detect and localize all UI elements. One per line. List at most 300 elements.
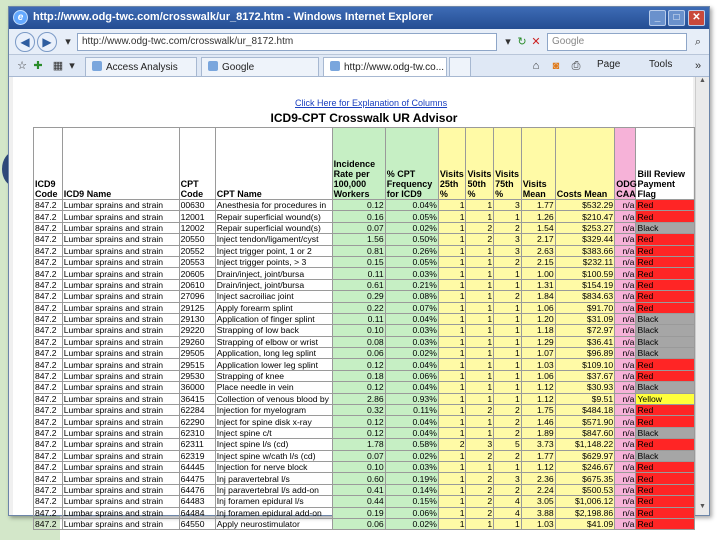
cell-visits-mean: 2.17 — [521, 234, 555, 245]
cell-costs-mean: $232.11 — [555, 256, 615, 267]
cell-visits-25th: 1 — [438, 496, 466, 507]
cell-cpt-code: 29505 — [179, 348, 215, 359]
cell-incidence-rate: 0.12 — [332, 359, 385, 370]
cell-payment-flag: Red — [636, 405, 695, 416]
favorites-star-icon[interactable]: ☆ — [17, 60, 27, 72]
cell-icd9-code: 847.2 — [34, 450, 63, 461]
cell-icd9-code: 847.2 — [34, 518, 63, 529]
cell-cpt-frequency: 0.05% — [385, 211, 438, 222]
cell-visits-25th: 1 — [438, 313, 466, 324]
cell-incidence-rate: 0.18 — [332, 370, 385, 381]
cell-cpt-code: 29125 — [179, 302, 215, 313]
table-row — [34, 268, 695, 279]
cell-odg-caa: n/a — [615, 348, 636, 359]
cell-visits-75th: 5 — [494, 439, 522, 450]
cell-icd9-code: 847.2 — [34, 496, 63, 507]
stop-icon[interactable]: ✕ — [531, 36, 541, 48]
cell-cpt-name: Inject for spine disk x-ray — [215, 416, 332, 427]
cell-visits-50th: 2 — [466, 405, 494, 416]
cell-costs-mean: $31.09 — [555, 313, 615, 324]
cell-visits-25th: 1 — [438, 382, 466, 393]
cell-incidence-rate: 0.06 — [332, 518, 385, 529]
maximize-button[interactable]: □ — [668, 10, 685, 26]
address-field[interactable]: http://www.odg-twc.com/crosswalk/ur_8172.htm — [77, 33, 497, 51]
table-row — [34, 222, 695, 233]
cell-cpt-name: Application lower leg splint — [215, 359, 332, 370]
table-row — [34, 484, 695, 495]
cell-costs-mean: $383.66 — [555, 245, 615, 256]
cell-icd9-code: 847.2 — [34, 393, 63, 404]
cell-cpt-code: 62290 — [179, 416, 215, 427]
cell-icd9-name: Lumbar sprains and strain — [62, 245, 179, 256]
close-button[interactable]: ✕ — [688, 10, 705, 26]
cell-visits-75th: 1 — [494, 518, 522, 529]
cell-visits-50th: 2 — [466, 496, 494, 507]
cell-costs-mean: $37.67 — [555, 370, 615, 381]
cell-visits-mean: 1.12 — [521, 393, 555, 404]
new-tab-button[interactable] — [449, 57, 471, 76]
cell-icd9-name: Lumbar sprains and strain — [62, 200, 179, 211]
cell-icd9-name: Lumbar sprains and strain — [62, 518, 179, 529]
cell-cpt-code: 36000 — [179, 382, 215, 393]
table-row — [34, 211, 695, 222]
cell-cpt-frequency: 0.04% — [385, 200, 438, 211]
cell-cpt-name: Inject spine c/t — [215, 427, 332, 438]
tab-odg-crosswalk[interactable] — [323, 57, 447, 76]
cell-visits-mean: 1.89 — [521, 427, 555, 438]
cell-odg-caa: n/a — [615, 256, 636, 267]
cell-icd9-name: Lumbar sprains and strain — [62, 348, 179, 359]
feeds-icon[interactable]: ◙ — [552, 60, 560, 72]
crosswalk-table — [33, 127, 695, 530]
search-input[interactable]: Google — [547, 33, 687, 51]
tab-access-analysis[interactable] — [85, 57, 197, 76]
cell-cpt-frequency: 0.11% — [385, 405, 438, 416]
table-row — [34, 370, 695, 381]
column-header-cpt-name: CPT Name — [215, 128, 332, 200]
cell-odg-caa: n/a — [615, 416, 636, 427]
cell-costs-mean: $30.93 — [555, 382, 615, 393]
cell-icd9-code: 847.2 — [34, 348, 63, 359]
cell-costs-mean: $109.10 — [555, 359, 615, 370]
cell-icd9-code: 847.2 — [34, 359, 63, 370]
cell-cpt-frequency: 0.93% — [385, 393, 438, 404]
cell-cpt-name: Inject tendon/ligament/cyst — [215, 234, 332, 245]
cell-cpt-frequency: 0.02% — [385, 518, 438, 529]
cell-cpt-name: Repair superficial wound(s) — [215, 211, 332, 222]
cell-cpt-name: Anesthesia for procedures in — [215, 200, 332, 211]
cell-visits-mean: 1.77 — [521, 200, 555, 211]
cell-visits-50th: 2 — [466, 507, 494, 518]
cell-payment-flag: Black — [636, 313, 695, 324]
cell-icd9-name: Lumbar sprains and strain — [62, 291, 179, 302]
ie-logo-icon: e — [13, 10, 28, 25]
cell-cpt-code: 29530 — [179, 370, 215, 381]
cell-visits-50th: 1 — [466, 461, 494, 472]
table-row — [34, 405, 695, 416]
cell-cpt-name: Repair superficial wound(s) — [215, 222, 332, 233]
cell-cpt-frequency: 0.08% — [385, 291, 438, 302]
cell-visits-50th: 1 — [466, 313, 494, 324]
cell-visits-75th: 1 — [494, 370, 522, 381]
cell-odg-caa: n/a — [615, 461, 636, 472]
cell-visits-25th: 1 — [438, 370, 466, 381]
tab-label: Google — [222, 62, 255, 73]
cell-icd9-code: 847.2 — [34, 302, 63, 313]
table-row — [34, 507, 695, 518]
cell-icd9-name: Lumbar sprains and strain — [62, 256, 179, 267]
table-row — [34, 348, 695, 359]
cell-icd9-code: 847.2 — [34, 268, 63, 279]
cell-cpt-name: Inject sacroiliac joint — [215, 291, 332, 302]
cell-cpt-code: 29515 — [179, 359, 215, 370]
cell-cpt-code: 64550 — [179, 518, 215, 529]
column-explanation-link[interactable]: Click Here for Explanation of Columns — [295, 98, 448, 108]
cell-visits-mean: 3.88 — [521, 507, 555, 518]
cell-icd9-name: Lumbar sprains and strain — [62, 268, 179, 279]
cell-odg-caa: n/a — [615, 370, 636, 381]
cell-incidence-rate: 0.60 — [332, 473, 385, 484]
cell-visits-50th: 1 — [466, 336, 494, 347]
scroll-up-icon[interactable]: ▲ — [699, 77, 706, 84]
cell-cpt-code: 20550 — [179, 234, 215, 245]
cell-icd9-name: Lumbar sprains and strain — [62, 427, 179, 438]
cell-visits-25th: 1 — [438, 268, 466, 279]
cell-visits-75th: 2 — [494, 222, 522, 233]
cell-incidence-rate: 2.86 — [332, 393, 385, 404]
cell-visits-75th: 2 — [494, 291, 522, 302]
table-row — [34, 450, 695, 461]
cell-costs-mean: $9.51 — [555, 393, 615, 404]
cell-payment-flag: Red — [636, 370, 695, 381]
forward-button[interactable]: ▶ — [37, 32, 57, 52]
cell-icd9-name: Lumbar sprains and strain — [62, 393, 179, 404]
cell-visits-25th: 1 — [438, 450, 466, 461]
cell-payment-flag: Red — [636, 496, 695, 507]
cell-payment-flag: Red — [636, 461, 695, 472]
scroll-down-icon[interactable]: ▼ — [699, 503, 706, 510]
cell-cpt-code: 00630 — [179, 200, 215, 211]
cell-visits-mean: 1.54 — [521, 222, 555, 233]
cell-visits-75th: 3 — [494, 473, 522, 484]
cell-cpt-frequency: 0.21% — [385, 279, 438, 290]
cell-visits-50th: 1 — [466, 382, 494, 393]
cell-icd9-code: 847.2 — [34, 507, 63, 518]
cell-visits-75th: 1 — [494, 461, 522, 472]
cell-visits-mean: 2.36 — [521, 473, 555, 484]
cell-icd9-code: 847.2 — [34, 461, 63, 472]
cell-icd9-name: Lumbar sprains and strain — [62, 405, 179, 416]
cell-visits-50th: 1 — [466, 518, 494, 529]
cell-cpt-code: 64445 — [179, 461, 215, 472]
cell-icd9-code: 847.2 — [34, 325, 63, 336]
cell-icd9-name: Lumbar sprains and strain — [62, 359, 179, 370]
cell-visits-50th: 2 — [466, 484, 494, 495]
cell-visits-25th: 1 — [438, 279, 466, 290]
cell-incidence-rate: 0.32 — [332, 405, 385, 416]
cell-costs-mean: $96.89 — [555, 348, 615, 359]
cell-cpt-frequency: 0.03% — [385, 461, 438, 472]
cell-visits-mean: 2.63 — [521, 245, 555, 256]
table-row — [34, 291, 695, 302]
cell-visits-50th: 3 — [466, 439, 494, 450]
cell-visits-mean: 3.73 — [521, 439, 555, 450]
cell-cpt-frequency: 0.04% — [385, 359, 438, 370]
cell-icd9-code: 847.2 — [34, 291, 63, 302]
cell-icd9-code: 847.2 — [34, 200, 63, 211]
tab-label: http://www.odg-tw.co... — [344, 62, 445, 73]
cell-icd9-code: 847.2 — [34, 279, 63, 290]
cell-costs-mean: $675.35 — [555, 473, 615, 484]
cell-visits-75th: 1 — [494, 313, 522, 324]
table-row — [34, 427, 695, 438]
cell-incidence-rate: 0.10 — [332, 461, 385, 472]
cell-visits-25th: 1 — [438, 518, 466, 529]
cell-cpt-code: 29130 — [179, 313, 215, 324]
cell-visits-50th: 1 — [466, 416, 494, 427]
column-header-costs-mean: Costs Mean — [555, 128, 615, 200]
cell-costs-mean: $246.67 — [555, 461, 615, 472]
cell-icd9-code: 847.2 — [34, 405, 63, 416]
cell-odg-caa: n/a — [615, 473, 636, 484]
table-row — [34, 393, 695, 404]
table-row — [34, 256, 695, 267]
cell-payment-flag: Black — [636, 222, 695, 233]
cell-cpt-frequency: 0.19% — [385, 473, 438, 484]
cell-icd9-name: Lumbar sprains and strain — [62, 234, 179, 245]
cell-icd9-name: Lumbar sprains and strain — [62, 222, 179, 233]
column-header-visits-50th: Visits 50th % — [466, 128, 494, 200]
cell-costs-mean: $1,006.12 — [555, 496, 615, 507]
cell-visits-mean: 1.84 — [521, 291, 555, 302]
cell-incidence-rate: 0.61 — [332, 279, 385, 290]
cell-cpt-code: 29260 — [179, 336, 215, 347]
cell-cpt-code: 64484 — [179, 507, 215, 518]
cell-incidence-rate: 0.11 — [332, 268, 385, 279]
cell-odg-caa: n/a — [615, 313, 636, 324]
cell-incidence-rate: 0.11 — [332, 313, 385, 324]
quick-tabs-icon[interactable]: ▦ — [52, 60, 64, 72]
cell-odg-caa: n/a — [615, 222, 636, 233]
cell-cpt-name: Apply forearm splint — [215, 302, 332, 313]
cell-costs-mean: $210.47 — [555, 211, 615, 222]
cell-visits-50th: 1 — [466, 256, 494, 267]
cell-visits-75th: 1 — [494, 279, 522, 290]
table-row — [34, 416, 695, 427]
table-row — [34, 245, 695, 256]
cell-cpt-name: Application of finger splint — [215, 313, 332, 324]
cell-payment-flag: Red — [636, 200, 695, 211]
cell-cpt-frequency: 0.04% — [385, 382, 438, 393]
cell-odg-caa: n/a — [615, 325, 636, 336]
cell-visits-mean: 3.05 — [521, 496, 555, 507]
cell-incidence-rate: 0.08 — [332, 336, 385, 347]
table-row — [34, 313, 695, 324]
cell-icd9-name: Lumbar sprains and strain — [62, 336, 179, 347]
cell-payment-flag: Red — [636, 291, 695, 302]
cell-visits-75th: 3 — [494, 200, 522, 211]
cell-payment-flag: Black — [636, 450, 695, 461]
cell-visits-50th: 1 — [466, 393, 494, 404]
cell-icd9-name: Lumbar sprains and strain — [62, 473, 179, 484]
page-icon — [330, 61, 340, 71]
cell-odg-caa: n/a — [615, 427, 636, 438]
cell-visits-75th: 3 — [494, 234, 522, 245]
cell-icd9-name: Lumbar sprains and strain — [62, 507, 179, 518]
cell-visits-75th: 2 — [494, 450, 522, 461]
cell-costs-mean: $2,198.86 — [555, 507, 615, 518]
cell-cpt-name: Strapping of knee — [215, 370, 332, 381]
cell-visits-25th: 1 — [438, 336, 466, 347]
table-header-row — [34, 128, 695, 200]
cell-visits-75th: 1 — [494, 393, 522, 404]
cell-visits-mean: 2.15 — [521, 256, 555, 267]
search-icon[interactable]: ⌕ — [694, 36, 702, 48]
cell-visits-25th: 1 — [438, 348, 466, 359]
cell-icd9-code: 847.2 — [34, 473, 63, 484]
cell-icd9-name: Lumbar sprains and strain — [62, 484, 179, 495]
cell-cpt-frequency: 0.07% — [385, 302, 438, 313]
cell-icd9-code: 847.2 — [34, 234, 63, 245]
cell-cpt-name: Inject spine l/s (cd) — [215, 439, 332, 450]
cell-odg-caa: n/a — [615, 302, 636, 313]
cell-visits-25th: 1 — [438, 427, 466, 438]
crosswalk-document — [33, 77, 703, 530]
cell-costs-mean: $484.18 — [555, 405, 615, 416]
cell-visits-mean: 1.00 — [521, 268, 555, 279]
back-button[interactable]: ◀ — [15, 32, 35, 52]
cell-visits-25th: 1 — [438, 200, 466, 211]
cell-visits-75th: 3 — [494, 245, 522, 256]
add-favorite-icon[interactable]: ✚ — [33, 60, 43, 72]
column-header-odg-caa: ODG CAA — [615, 128, 636, 200]
cell-incidence-rate: 0.22 — [332, 302, 385, 313]
page-icon — [92, 61, 102, 71]
cell-incidence-rate: 0.81 — [332, 245, 385, 256]
cell-icd9-code: 847.2 — [34, 427, 63, 438]
cell-cpt-name: Drain/inject, joint/bursa — [215, 279, 332, 290]
print-icon[interactable]: ⎙ — [571, 60, 581, 72]
cell-visits-50th: 1 — [466, 245, 494, 256]
cell-visits-mean: 1.06 — [521, 370, 555, 381]
cell-cpt-name: Inject spine w/cath l/s (cd) — [215, 450, 332, 461]
cell-incidence-rate: 0.12 — [332, 416, 385, 427]
cell-payment-flag: Red — [636, 211, 695, 222]
table-row — [34, 200, 695, 211]
cell-visits-75th: 1 — [494, 348, 522, 359]
cell-visits-75th: 1 — [494, 359, 522, 370]
page-menu[interactable]: Page — [597, 59, 621, 70]
cell-costs-mean: $834.63 — [555, 291, 615, 302]
vertical-scrollbar[interactable] — [695, 77, 709, 515]
cell-visits-50th: 2 — [466, 234, 494, 245]
page-icon — [208, 61, 218, 71]
cell-cpt-frequency: 0.58% — [385, 439, 438, 450]
cell-visits-50th: 1 — [466, 279, 494, 290]
cell-visits-25th: 1 — [438, 256, 466, 267]
cell-visits-25th: 1 — [438, 393, 466, 404]
chevron-right-icon[interactable]: » — [694, 60, 702, 72]
cell-payment-flag: Red — [636, 302, 695, 313]
cell-cpt-frequency: 0.06% — [385, 507, 438, 518]
cell-icd9-name: Lumbar sprains and strain — [62, 313, 179, 324]
cell-payment-flag: Red — [636, 484, 695, 495]
cell-cpt-frequency: 0.04% — [385, 416, 438, 427]
cell-visits-50th: 1 — [466, 348, 494, 359]
refresh-icon[interactable]: ↻ — [517, 36, 527, 48]
cell-cpt-frequency: 0.05% — [385, 256, 438, 267]
cell-odg-caa: n/a — [615, 518, 636, 529]
cell-payment-flag: Red — [636, 245, 695, 256]
cell-visits-75th: 4 — [494, 507, 522, 518]
cell-incidence-rate: 0.12 — [332, 382, 385, 393]
cell-visits-25th: 1 — [438, 473, 466, 484]
cell-icd9-code: 847.2 — [34, 382, 63, 393]
cell-cpt-name: Inj paravertebral l/s — [215, 473, 332, 484]
minimize-button[interactable]: _ — [649, 10, 666, 26]
cell-costs-mean: $72.97 — [555, 325, 615, 336]
cell-payment-flag: Black — [636, 427, 695, 438]
tools-menu[interactable]: Tools — [649, 59, 673, 70]
cell-costs-mean: $253.27 — [555, 222, 615, 233]
cell-visits-75th: 2 — [494, 484, 522, 495]
cell-payment-flag: Red — [636, 416, 695, 427]
recent-pages-icon[interactable]: ▾ — [65, 36, 71, 48]
cell-incidence-rate: 0.06 — [332, 348, 385, 359]
tab-list-icon[interactable]: ▾ — [69, 60, 75, 72]
cell-cpt-code: 62319 — [179, 450, 215, 461]
column-header-visits-mean: Visits Mean — [521, 128, 555, 200]
cell-visits-75th: 2 — [494, 256, 522, 267]
cell-cpt-code: 64476 — [179, 484, 215, 495]
cell-visits-25th: 1 — [438, 461, 466, 472]
cell-cpt-frequency: 0.04% — [385, 427, 438, 438]
cell-icd9-code: 847.2 — [34, 222, 63, 233]
cell-cpt-name: Collection of venous blood by — [215, 393, 332, 404]
title-bar[interactable] — [9, 7, 709, 29]
table-row — [34, 473, 695, 484]
cell-cpt-name: Drain/inject, joint/bursa — [215, 268, 332, 279]
cell-odg-caa: n/a — [615, 439, 636, 450]
cell-payment-flag: Red — [636, 518, 695, 529]
tab-google[interactable] — [201, 57, 319, 76]
cell-cpt-frequency: 0.06% — [385, 370, 438, 381]
column-header-cpt-code: CPT Code — [179, 128, 215, 200]
cell-icd9-name: Lumbar sprains and strain — [62, 211, 179, 222]
cell-icd9-code: 847.2 — [34, 336, 63, 347]
cell-icd9-name: Lumbar sprains and strain — [62, 382, 179, 393]
home-icon[interactable]: ⌂ — [532, 60, 540, 72]
cell-cpt-name: Inj foramen epidural add-on — [215, 507, 332, 518]
cell-visits-50th: 1 — [466, 427, 494, 438]
cell-odg-caa: n/a — [615, 245, 636, 256]
cell-visits-75th: 1 — [494, 325, 522, 336]
cell-cpt-name: Injection for myelogram — [215, 405, 332, 416]
cell-visits-25th: 1 — [438, 359, 466, 370]
cell-cpt-name: Strapping of elbow or wrist — [215, 336, 332, 347]
cell-icd9-code: 847.2 — [34, 484, 63, 495]
table-row — [34, 518, 695, 529]
table-body — [34, 200, 695, 530]
cell-cpt-name: Inject trigger point, 1 or 2 — [215, 245, 332, 256]
cell-visits-25th: 1 — [438, 302, 466, 313]
cell-payment-flag: Red — [636, 268, 695, 279]
cell-incidence-rate: 0.10 — [332, 325, 385, 336]
cell-icd9-name: Lumbar sprains and strain — [62, 302, 179, 313]
cell-cpt-name: Strapping of low back — [215, 325, 332, 336]
address-dropdown-icon[interactable]: ▾ — [505, 36, 511, 48]
cell-cpt-name: Apply neurostimulator — [215, 518, 332, 529]
